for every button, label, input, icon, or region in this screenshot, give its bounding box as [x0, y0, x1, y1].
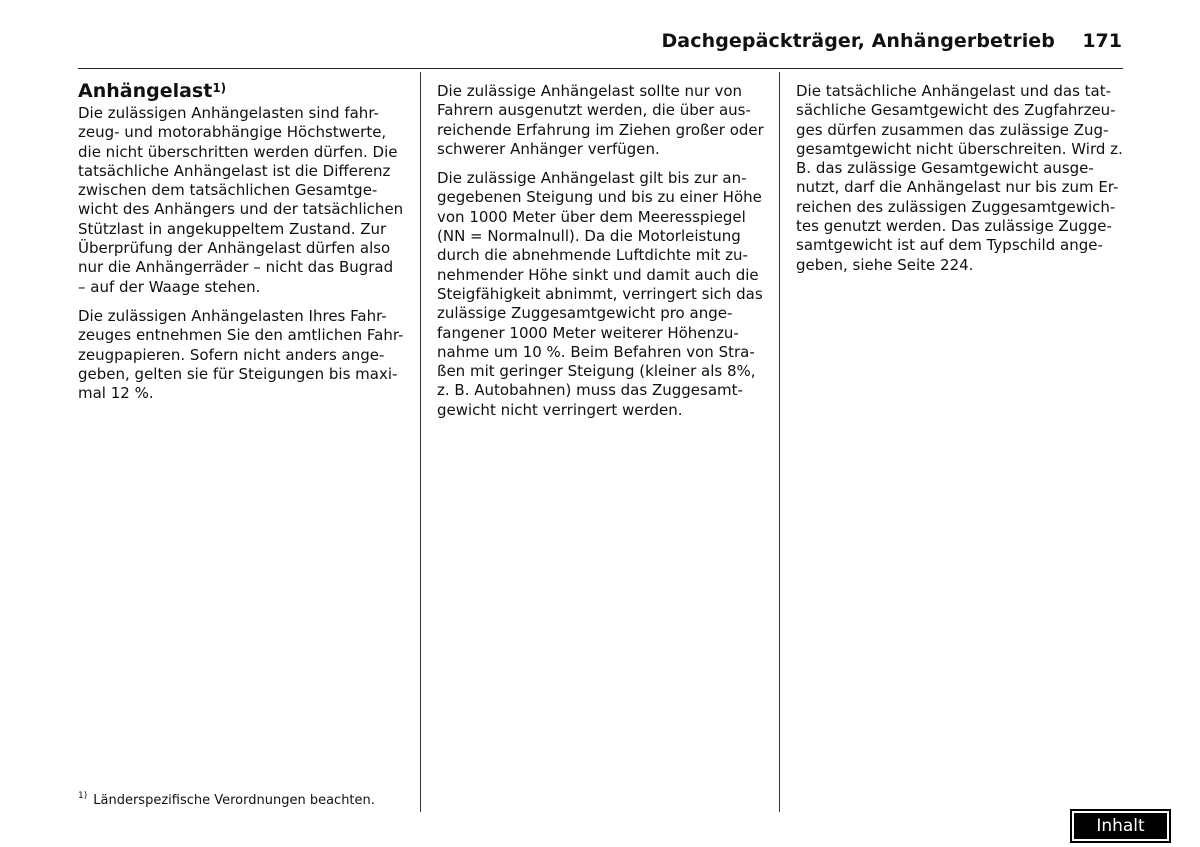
text-line: geben, gelten sie für Steigungen bis maxi- — [78, 364, 398, 383]
text-column-3 — [796, 82, 1126, 285]
text-line: durch die abnehmende Luftdichte mit zu- — [437, 246, 748, 265]
text-line: samtgewicht ist auf dem Typschild ange- — [796, 236, 1103, 255]
text-line: zeugpapieren. Sofern nicht anders ange- — [78, 345, 385, 364]
text-line: nutzt, darf die Anhängelast nur bis zum Er- — [796, 178, 1119, 197]
text-line: Fahrern ausgenutzt werden, die über aus- — [437, 101, 751, 120]
text-line: B. das zulässige Gesamtgewicht ausge- — [796, 159, 1094, 178]
text-line: zeuges entnehmen Sie den amtlichen Fahr- — [78, 326, 404, 345]
inhalt-button[interactable]: Inhalt — [1070, 809, 1171, 843]
column-divider-left — [420, 72, 421, 812]
text-line: die nicht überschritten werden dürfen. Die — [78, 142, 398, 161]
text-line: von 1000 Meter über dem Meeresspiegel — [437, 207, 746, 226]
text-line: – auf der Waage stehen. — [78, 277, 261, 296]
text-line: sächliche Gesamtgewicht des Zugfahrzeu- — [796, 101, 1116, 120]
text-line: zulässige Zuggesamtgewicht pro ange- — [437, 304, 733, 323]
text-line: gegebenen Steigung und bis zu einer Höhe — [437, 188, 762, 207]
header-rule — [78, 68, 1123, 69]
text-line: tes genutzt werden. Das zulässige Zugge- — [796, 217, 1112, 236]
paragraph — [437, 169, 767, 420]
paragraph — [796, 82, 1126, 275]
text-line: Stützlast in angekuppeltem Zustand. Zur — [78, 219, 387, 238]
section-heading — [78, 80, 408, 102]
text-column-1 — [78, 82, 408, 413]
text-line: Steigfähigkeit abnimmt, verringert sich das — [437, 284, 763, 303]
text-line: Die tatsächliche Anhängelast und das tat- — [796, 82, 1112, 100]
text-line: mal 12 %. — [78, 384, 154, 403]
section-heading-text: Anhängelast — [78, 80, 213, 102]
text-line: ges dürfen zusammen das zulässige Zug- — [796, 120, 1109, 139]
column-divider-right — [779, 72, 780, 812]
text-line: gesamtgewicht nicht überschreiten. Wird z. — [796, 139, 1123, 158]
text-line: nehmender Höhe sinkt und damit auch die — [437, 265, 759, 284]
text-line: reichende Erfahrung im Ziehen großer oder — [437, 120, 764, 139]
text-line: nur die Anhängerräder – nicht das Bugrad — [78, 258, 394, 277]
text-line: zeug- und motorabhängige Höchstwerte, — [78, 123, 387, 142]
text-line: ßen mit geringer Steigung (kleiner als 8%, — [437, 362, 756, 381]
text-column-2 — [437, 82, 767, 430]
paragraph — [437, 82, 767, 159]
text-line: nahme um 10 %. Beim Befahren von Stra- — [437, 342, 755, 361]
text-line: Die zulässige Anhängelast sollte nur von — [437, 82, 743, 100]
text-line: gewicht nicht verringert werden. — [437, 400, 683, 419]
header-title: Dachgepäckträger, Anhängerbetrieb — [661, 30, 1055, 52]
text-line: Die zulässige Anhängelast gilt bis zur an- — [437, 169, 747, 188]
text-line: fangener 1000 Meter weiterer Höhenzu- — [437, 323, 739, 342]
paragraph — [78, 307, 408, 403]
text-line: wicht des Anhängers und der tatsächlichen — [78, 200, 404, 219]
text-line: tatsächliche Anhängelast ist die Differenz — [78, 161, 391, 180]
paragraph — [78, 104, 408, 297]
text-line: reichen des zulässigen Zuggesamtgewich- — [796, 197, 1116, 216]
text-line: (NN = Normalnull). Da die Motorleistung — [437, 227, 741, 246]
text-line: z. B. Autobahnen) muss das Zuggesamt- — [437, 381, 743, 400]
footnote-text: Länderspezifische Verordnungen beachten. — [93, 793, 375, 808]
text-line: geben, siehe Seite 224. — [796, 255, 974, 274]
footnote — [78, 793, 375, 808]
text-line: schwerer Anhänger verfügen. — [437, 139, 660, 158]
footnote-marker: 1) — [78, 791, 88, 801]
section-heading-footnote-ref: 1) — [212, 81, 227, 95]
text-line: Überprüfung der Anhängelast dürfen also — [78, 239, 391, 258]
text-line: zwischen dem tatsächlichen Gesamtge- — [78, 181, 378, 200]
text-line: Die zulässigen Anhängelasten sind fahr- — [78, 104, 379, 122]
page-number: 171 — [1082, 30, 1122, 52]
text-line: Die zulässigen Anhängelasten Ihres Fahr- — [78, 306, 387, 325]
